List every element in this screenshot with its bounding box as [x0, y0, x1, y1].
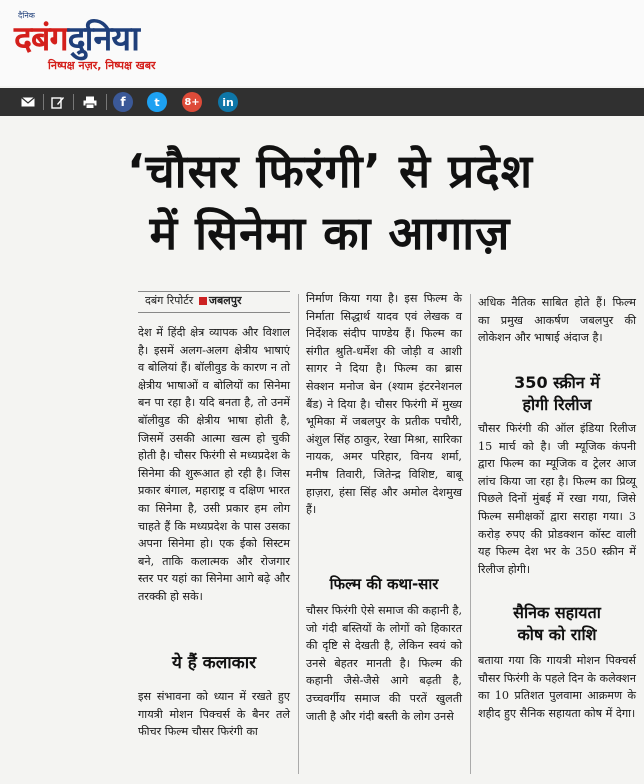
brand-word-2: दुनिया [67, 19, 139, 59]
twitter-icon[interactable]: t [147, 92, 167, 112]
headline-line-1: ‘चौसर फिरंगी’ से प्रदेश [126, 144, 533, 198]
headline-line-2: में सिनेमा का आगाज़ [149, 206, 511, 260]
brand-logo[interactable] [14, 14, 139, 60]
location-marker-icon [199, 297, 207, 305]
col3-paragraph: अधिक नैतिक साबित होते हैं। फिल्म का प्रमुख आकर्षण जबलपुर की लोकेशन और भाषाई अंदाज है। [478, 296, 636, 345]
article-column-2b [306, 602, 462, 725]
byline [145, 293, 241, 308]
linkedin-icon[interactable]: in [218, 92, 238, 112]
googleplus-icon[interactable]: 8+ [182, 92, 202, 112]
share-toolbar [0, 88, 644, 116]
brand-word-1: दबंग [14, 19, 68, 59]
article-column-2 [306, 290, 462, 519]
byline-reporter: दबंग रिपोर्टर [145, 294, 194, 307]
subhead-screens-line-1: 350 स्क्रीन में [514, 373, 600, 392]
edit-icon[interactable] [48, 92, 68, 112]
masthead [0, 0, 644, 86]
print-icon[interactable] [80, 92, 100, 112]
col3-paragraph-3: बताया गया कि गायत्री मोशन पिक्चर्स चौसर फिरंगी के पहले दिन के कलेक्शन का 10 प्रतिशत पुलवामा आक्रमण के शहीद हुए सैनिक सहायता कोष में देगा। [478, 654, 636, 720]
col2-paragraph: निर्माण किया गया है। इस फिल्म के निर्माता सिद्धार्थ यादव एवं लेखक व निर्देशक संदीप पाण्डेय हैं। फिल्म का संगीत श्रुति-धर्मेश की जोड़ी व आशी सागर ने दिया है। फिल्म का ब्रास सेक्शन मनोज बेन (श्याम इंटरनेशनल बैंड) ने दिया है। चौसर फिरंगी में मुख्य भूमिका में जबलपुर के प्रतीक पचौरी, अंशुल सिंह ठाकुर, रेखा मिश्रा, सारिका नायक, अमर परिहार, विनय शर्मा, मनीष तिवारी, जितेन्द्र विशिष्ट, बाबू हाज़रा, हंसा सिंह और अमोल देशमुख हैं। [306, 292, 462, 517]
mail-icon[interactable] [18, 92, 38, 112]
subhead-fund [478, 602, 636, 646]
facebook-icon[interactable]: f [113, 92, 133, 112]
byline-location: जबलपुर [208, 294, 242, 307]
subhead-screens [478, 372, 636, 416]
col2-paragraph-2: चौसर फिरंगी ऐसे समाज की कहानी है, जो गंदी बस्तियों के लोगों को हिकारत की दृष्टि से देखती है, लेकिन स्वयं को उनसे बेहतर मानती है। फिल्म की कहानी जैसे-जैसे आगे बढ़ती है, उच्चवर्गीय समाज की परतें खुलती जाती है और गंदी बस्ती के लोग उनसे [306, 604, 462, 723]
col1-paragraph-2: इस संभावना को ध्यान में रखते हुए गायत्री मोशन पिक्चर्स के बैनर तले फीचर फिल्म चौसर फिरंगी का [138, 690, 290, 739]
article-column-3 [478, 294, 636, 347]
subhead-screens-line-2: होगी रिलीज [522, 395, 592, 414]
tagline: निष्पक्ष नज़र, निष्पक्ष खबर [48, 59, 156, 72]
subhead-story: फिल्म की कथा-सार [329, 575, 439, 593]
article-column-3b [478, 420, 636, 578]
col1-paragraph: देश में हिंदी क्षेत्र व्यापक और विशाल है। इसमें अलग-अलग क्षेत्रीय भाषाएं व बोलियां हैं। बॉलीवुड के कारण न तो क्षेत्रीय भाषाओं व बोलियों का सिनेमा बन पा रहा है। यदि बनता है, तो उनमें बॉलीवुड की क्षेत्रीय भाषा होती है, जिसमें उसकी आत्मा खत्म हो चुकी होती है। चौसर फिरंगी से मध्यप्रदेश के सिनेमा की शुरूआत हो रही है। जिस प्रकार बंगाल, महाराष्ट्र व दक्षिण भारत का सिनेमा है, उसी प्रकार हम लोग चाहते हैं कि मध्यप्रदेश के पास उसका अपना सिनेमा हो। एक ईको सिस्टम बने, ताकि कलात्मक और रोजगार स्तर पर यहां का सिनेमा आगे बढ़े और तरक्की हो सके। [138, 326, 290, 603]
article-headline [40, 140, 620, 264]
article-column-1 [138, 324, 290, 606]
article-column-1b [138, 688, 290, 741]
col3-paragraph-2: चौसर फिरंगी की ऑल इंडिया रिलीज 15 मार्च को है। जी म्यूजिक कंपनी द्वारा फिल्म का म्यूजिक व ट्रेलर आज लांच किया जा रहा है। फिल्म का प्रिव्यू पिछले दिनों मुंबई में रखा गया, जिसे फिल्म समीक्षकों द्वारा सराहा गया। 3 करोड़ रुपए की प्रोडक्शन कॉस्ट वाली यह फिल्म देश भर के 350 स्क्रीन में रिलीज होगी। [478, 422, 636, 576]
brand-prefix: दैनिक [18, 11, 35, 20]
subhead-fund-line-2: कोष को राशि [517, 625, 597, 644]
article-column-3c [478, 652, 636, 722]
subhead-fund-line-1: सैनिक सहायता [513, 603, 601, 622]
subhead-artists: ये हैं कलाकार [171, 653, 257, 673]
